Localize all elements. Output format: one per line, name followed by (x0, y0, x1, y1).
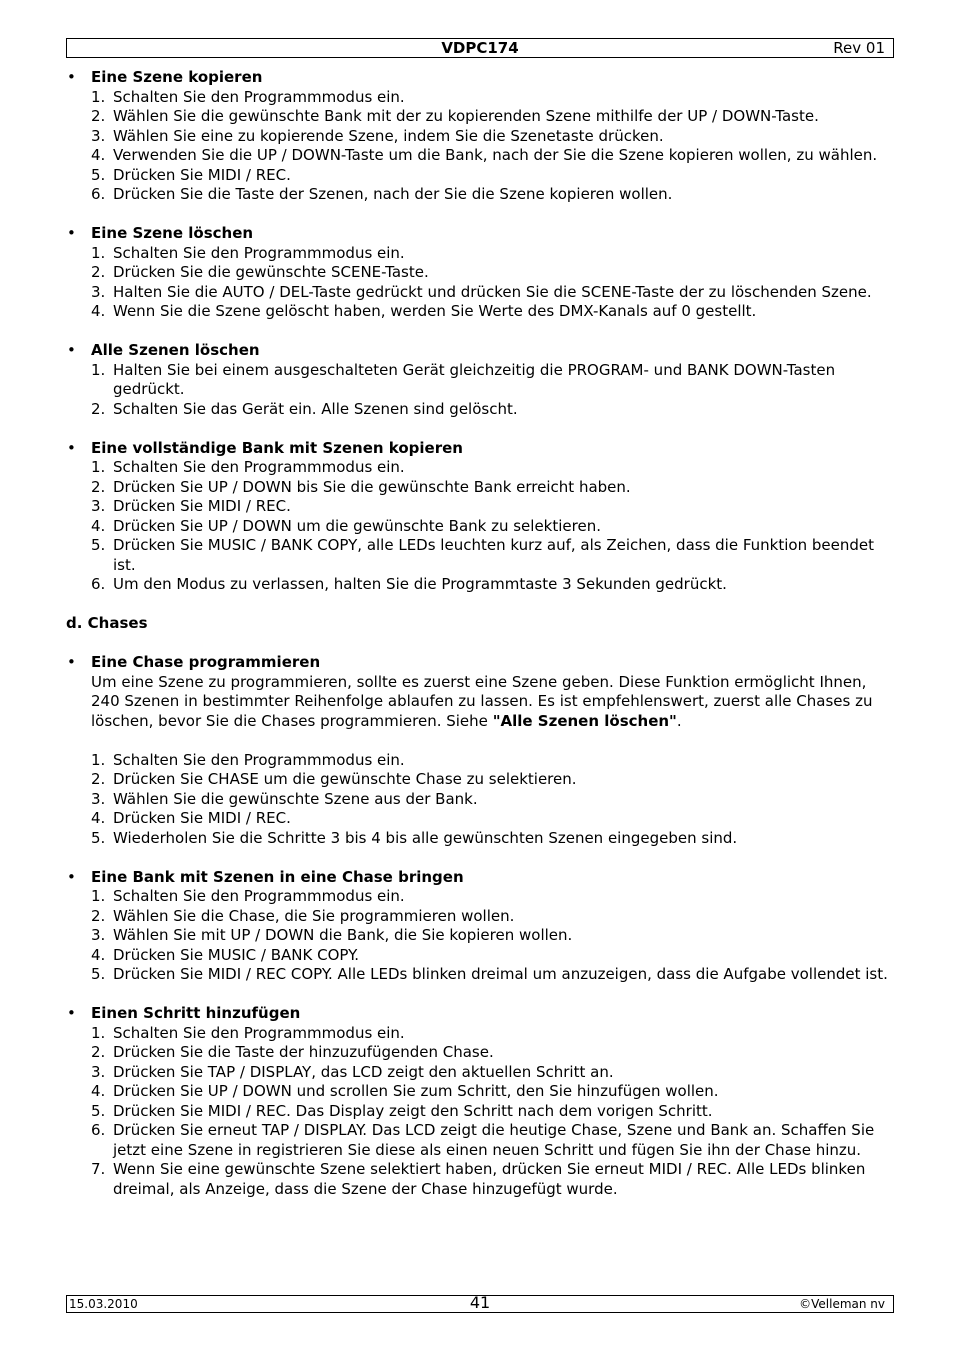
list-item: 1. Schalten Sie den Programmmodus ein. (91, 87, 405, 106)
footer-date: 15.03.2010 (69, 1297, 138, 1311)
section-title: Einen Schritt hinzufügen (91, 1004, 301, 1022)
list-item: 4. Verwenden Sie die UP / DOWN-Taste um die Bank, nach der Sie die Szene kopieren wollen, zu wählen. (91, 146, 878, 164)
section-title: Alle Szenen löschen (91, 341, 260, 359)
list-item: 5. Drücken Sie MUSIC / BANK COPY, alle LEDs leuchten kurz auf, als Zeichen, dass die Funktion beendet ist. (91, 536, 874, 574)
section-title: Eine Bank mit Szenen in eine Chase bringen (91, 867, 464, 886)
list-item: 1. Schalten Sie den Programmmodus ein. (91, 458, 405, 476)
list-item: 1. Schalten Sie den Programmmodus ein. (91, 243, 405, 262)
list-item: 4. Drücken Sie MUSIC / BANK COPY. (91, 945, 360, 964)
document-body (66, 68, 894, 1199)
page-header (66, 38, 894, 58)
list-item: 2. Wählen Sie die gewünschte Bank mit der zu kopierenden Szene mithilfe der UP / DOWN-Taste. (91, 107, 819, 125)
list-item: 6. Drücken Sie erneut TAP / DISPLAY. Das LCD zeigt die heutige Chase, Szene und Bank an. Schaffen Sie jetzt eine Szene in registrieren Sie diese als einen neuen Schritt und fügen Sie ihn der Chase hinzu. (91, 1121, 875, 1159)
list-item: 2. Drücken Sie CHASE um die gewünschte Chase zu selektieren. (91, 770, 577, 788)
section-delete-scene (66, 224, 894, 322)
section-title: Eine Szene löschen (91, 224, 254, 242)
list-item: 3. Wählen Sie die gewünschte Szene aus der Bank. (91, 789, 478, 808)
section-delete-all-scenes (66, 341, 894, 419)
list-item: 7. Wenn Sie eine gewünschte Szene selektiert haben, drücken Sie erneut MIDI / REC. Alle LEDs blinken dreimal, als Anzeige, dass die Szene der Chase hinzugefügt wurde. (91, 1160, 866, 1198)
step-list (66, 887, 894, 985)
list-item: 3. Wählen Sie mit UP / DOWN die Bank, die Sie kopieren wollen. (91, 926, 573, 944)
list-item: 2. Schalten Sie das Gerät ein. Alle Szenen sind gelöscht. (91, 399, 518, 418)
list-item: 6. Um den Modus zu verlassen, halten Sie die Programmtaste 3 Sekunden gedrückt. (91, 575, 727, 593)
list-item: 1. Schalten Sie den Programmmodus ein. (91, 887, 405, 905)
list-item: 2. Wählen Sie die Chase, die Sie programmieren wollen. (91, 906, 515, 925)
list-item: 5. Drücken Sie MIDI / REC. Das Display zeigt den Schritt nach dem vorigen Schritt. (91, 1101, 713, 1120)
list-item: 3. Halten Sie die AUTO / DEL-Taste gedrückt und drücken Sie die SCENE-Taste der zu löschenden Szene. (91, 282, 872, 301)
bullet-icon: • (67, 867, 76, 886)
bullet-icon: • (67, 1004, 76, 1022)
list-item: 1. Schalten Sie den Programmmodus ein. (91, 1023, 405, 1042)
section-add-step (66, 1004, 894, 1199)
section-copy-bank (66, 439, 894, 595)
list-item: 1. Halten Sie bei einem ausgeschalteten Gerät gleichzeitig die PROGRAM- und BANK DOWN-Tasten gedrückt. (91, 360, 836, 398)
section-title: Eine vollständige Bank mit Szenen kopieren (91, 438, 463, 457)
document-title: VDPC174 (441, 39, 519, 57)
page-footer (66, 1295, 894, 1313)
intro-paragraph: Um eine Szene zu programmieren, sollte es zuerst eine Szene geben. Diese Funktion ermöglicht Ihnen, 240 Szenen in bestimmter Reihenfolge ablaufen zu lassen. Es ist empfehlenswert, zuerst alle Chases zu löschen, bevor Sie die Chases programmieren. Siehe "Alle Szenen löschen". (91, 672, 873, 730)
section-copy-scene (66, 68, 894, 205)
list-item: 1. Schalten Sie den Programmmodus ein. (91, 750, 405, 769)
step-list (66, 1024, 894, 1200)
list-item: 3. Wählen Sie eine zu kopierende Szene, indem Sie die Szenetaste drücken. (91, 126, 664, 145)
list-item: 2. Drücken Sie die Taste der hinzuzufügenden Chase. (91, 1043, 494, 1061)
page-number: 41 (469, 1293, 491, 1312)
step-list (66, 244, 894, 322)
list-item: 4. Drücken Sie UP / DOWN und scrollen Sie zum Schritt, den Sie hinzufügen wollen. (91, 1082, 719, 1100)
list-item: 6. Drücken Sie die Taste der Szenen, nach der Sie die Szene kopieren wollen. (91, 185, 673, 203)
list-item: 5. Drücken Sie MIDI / REC COPY. Alle LEDs blinken dreimal um anzuzeigen, dass die Aufgabe vollendet ist. (91, 965, 888, 983)
list-item: 4. Drücken Sie MIDI / REC. (91, 809, 291, 827)
revision-label: Rev 01 (833, 39, 885, 57)
section-program-chase (66, 653, 894, 848)
list-item: 2. Drücken Sie UP / DOWN bis Sie die gewünschte Bank erreicht haben. (91, 477, 631, 496)
bullet-icon: • (67, 438, 76, 457)
cross-reference: "Alle Szenen löschen" (492, 711, 677, 730)
bullet-icon: • (67, 341, 76, 359)
bullet-icon: • (67, 653, 76, 671)
list-item: 2. Drücken Sie die gewünschte SCENE-Taste. (91, 263, 429, 281)
section-title: Eine Szene kopieren (91, 68, 263, 86)
bullet-icon: • (67, 224, 76, 242)
section-bank-to-chase (66, 868, 894, 985)
step-list (66, 361, 894, 420)
list-item: 5. Wiederholen Sie die Schritte 3 bis 4 bis alle gewünschten Szenen eingegeben sind. (91, 828, 738, 847)
footer-copyright: ©Velleman nv (799, 1297, 885, 1311)
section-title: Eine Chase programmieren (91, 653, 321, 671)
list-item: 4. Drücken Sie UP / DOWN um die gewünschte Bank zu selektieren. (91, 516, 601, 535)
list-item: 3. Drücken Sie MIDI / REC. (91, 497, 291, 515)
step-list (66, 88, 894, 205)
list-item: 3. Drücken Sie TAP / DISPLAY, das LCD zeigt den aktuellen Schritt an. (91, 1062, 614, 1081)
bullet-icon: • (67, 68, 76, 86)
list-item: 5. Drücken Sie MIDI / REC. (91, 165, 291, 184)
step-list (66, 751, 894, 849)
chases-heading: d. Chases (66, 614, 148, 632)
list-item: 4. Wenn Sie die Szene gelöscht haben, werden Sie Werte des DMX-Kanals auf 0 gestellt. (91, 302, 757, 320)
step-list (66, 458, 894, 595)
